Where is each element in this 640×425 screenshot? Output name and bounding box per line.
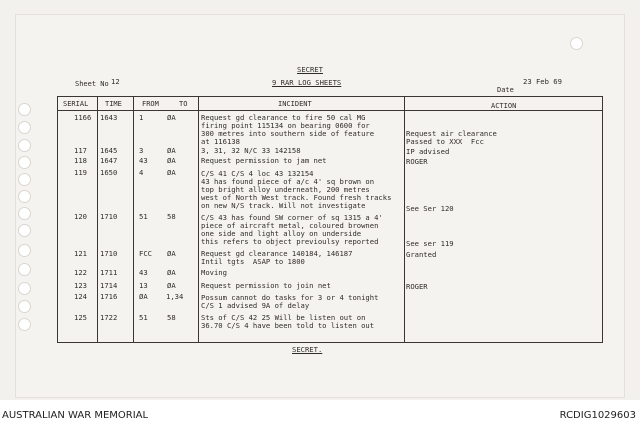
cell-from: 51 [139,313,148,322]
cell-from: 1 [139,113,144,122]
cell-serial: 119 [74,168,87,177]
table-border-left [57,96,58,343]
cell-incident-line: 36.70 C/S 4 have been told to listen out [201,321,375,330]
cell-action-line: ROGER [406,282,428,291]
cell-time: 1645 [100,146,118,155]
column-divider [404,96,405,343]
punch-hole [18,190,31,203]
cell-to: 58 [167,313,176,322]
cell-from: 4 [139,168,144,177]
table-border-right [602,96,603,343]
column-divider [97,96,98,343]
punch-hole [18,121,31,134]
punch-hole [18,263,31,276]
cell-from: 51 [139,212,148,221]
cell-time: 1710 [100,212,118,221]
cell-incident-line: 3, 31, 32 N/C 33 142158 [201,146,301,155]
col-header-action: ACTION [491,102,517,110]
col-header-from: FROM [142,100,159,108]
cell-to: 1,34 [166,292,184,301]
cell-time: 1722 [100,313,118,322]
punch-hole [18,173,31,186]
cell-from: 3 [139,146,144,155]
cell-serial: 1166 [74,113,92,122]
cell-to: 58 [167,212,176,221]
punch-hole [18,156,31,169]
punch-hole [18,244,31,257]
table-header-rule [57,110,603,111]
punch-hole [18,207,31,220]
cell-from: ØA [139,292,148,301]
column-divider [133,96,134,343]
cell-action-line: IP advised [406,147,450,156]
cell-action-line: Passed to XXX Fcc [406,137,484,146]
cell-incident-line: Request permission to join net [201,281,331,290]
punch-hole [18,224,31,237]
cell-incident-line: Possum cannot do tasks for 3 or 4 tonight [201,293,379,302]
table-border-top [57,96,603,97]
cell-serial: 121 [74,249,87,258]
cell-action-line: See ser 119 [406,239,454,248]
cell-incident-line: Moving [201,268,227,277]
page-title: 9 RAR LOG SHEETS [272,78,342,87]
punch-hole [18,300,31,313]
col-header-to: TO [179,100,188,108]
sheet-no-label: Sheet No [75,80,109,88]
cell-incident-line: Request gd clearance 140184, 146187 [201,249,353,258]
cell-incident-line: on new N/S track. Will not investigate [201,201,366,210]
cell-to: ØA [167,249,176,258]
cell-serial: 120 [74,212,87,221]
cell-to: ØA [167,156,176,165]
col-header-serial: SERIAL [63,100,89,108]
cell-incident-line: 300 metres into southern side of feature [201,129,375,138]
column-divider [198,96,199,343]
cell-to: ØA [167,281,176,290]
footer-archive-name: AUSTRALIAN WAR MEMORIAL [2,410,149,421]
punch-hole [570,37,583,50]
date-label: Date [497,86,514,94]
punch-hole [18,103,31,116]
date-value: 23 Feb 69 [523,77,562,86]
archive-footer [0,400,640,425]
cell-serial: 122 [74,268,87,277]
cell-time: 1714 [100,281,118,290]
punch-hole [18,139,31,152]
cell-time: 1716 [100,292,118,301]
cell-to: ØA [167,168,176,177]
cell-action-line: ROGER [406,157,428,166]
cell-serial: 123 [74,281,87,290]
cell-incident-line: top bright alloy underneath, 200 metres [201,185,370,194]
cell-incident-line: at 116138 [201,137,240,146]
cell-incident-line: one side and light alloy on underside [201,229,362,238]
cell-from: 43 [139,156,148,165]
sheet-no-value: 12 [111,77,120,86]
cell-incident-line: C/S 43 has found SW corner of sq 1315 a 4' [201,213,383,222]
cell-incident-line: this refers to object previoulsy reported [201,237,379,246]
cell-incident-line: west of North West track. Found fresh tracks [201,193,392,202]
cell-incident-line: 43 has found piece of a/c 4' sq brown on [201,177,375,186]
footer-record-id: RCDIG1029603 [559,410,636,421]
classification-top: SECRET [297,65,323,74]
cell-serial: 118 [74,156,87,165]
cell-to: ØA [167,113,176,122]
cell-to: ØA [167,146,176,155]
cell-incident-line: Request permission to jam net [201,156,327,165]
cell-incident-line: C/S 41 C/S 4 loc 43 132154 [201,169,314,178]
cell-to: ØA [167,268,176,277]
cell-serial: 125 [74,313,87,322]
table-border-bottom [57,342,603,343]
cell-incident-line: Request gd clearance to fire 50 cal MG [201,113,366,122]
classification-bottom: SECRET. [292,345,323,354]
cell-incident-line: Sts of C/S 42 25 Will be listen out on [201,313,366,322]
cell-serial: 124 [74,292,87,301]
cell-time: 1650 [100,168,118,177]
cell-incident-line: piece of aircraft metal, coloured brownen [201,221,379,230]
cell-from: 13 [139,281,148,290]
col-header-incident: INCIDENT [278,100,312,108]
cell-serial: 117 [74,146,87,155]
punch-hole [18,282,31,295]
cell-time: 1643 [100,113,118,122]
cell-from: FCC [139,249,152,258]
cell-time: 1647 [100,156,118,165]
cell-incident-line: firing point 115134 on bearing 0600 for [201,121,370,130]
cell-action-line: See Ser 120 [406,204,454,213]
cell-time: 1710 [100,249,118,258]
cell-incident-line: Intil tgts ASAP to 1800 [201,257,305,266]
cell-action-line: Request air clearance [406,129,497,138]
cell-action-line: Granted [406,250,437,259]
cell-from: 43 [139,268,148,277]
cell-time: 1711 [100,268,118,277]
punch-hole [18,318,31,331]
col-header-time: TIME [105,100,122,108]
cell-incident-line: C/S 1 advised 9A of delay [201,301,310,310]
